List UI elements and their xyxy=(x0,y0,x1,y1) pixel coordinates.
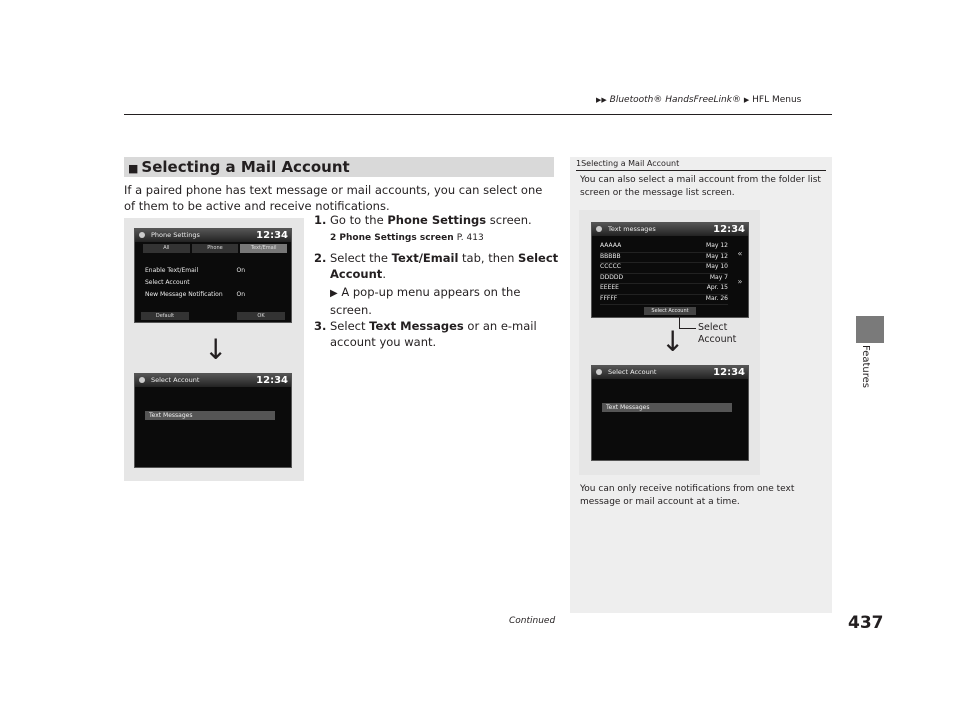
message-list xyxy=(600,242,728,305)
select-account-screen: Select Account 12:34 Text Messages xyxy=(591,365,749,461)
page-number: 437 xyxy=(848,613,884,633)
substep: ▶ A pop-up menu appears on the screen. xyxy=(330,285,521,317)
scroll-down-icon[interactable]: » xyxy=(737,277,743,286)
default-button[interactable]: Default xyxy=(141,312,189,320)
list-item[interactable]: AAAAA May 12 xyxy=(600,242,728,253)
step-1: 1. Go to the Phone Settings screen. xyxy=(314,213,532,227)
setting-row[interactable]: New Message Notification On xyxy=(145,291,245,298)
clock: 12:34 xyxy=(713,224,745,235)
text-messages-item[interactable]: Text Messages xyxy=(145,411,275,420)
clock: 12:34 xyxy=(256,375,288,386)
screen-title: Phone Settings xyxy=(151,231,200,239)
breadcrumb-item-1: Bluetooth® HandsFreeLink® xyxy=(609,95,741,105)
steps-list xyxy=(314,212,559,352)
list-item[interactable]: BBBBB May 12 xyxy=(600,253,728,264)
select-account-screen: Select Account 12:34 Text Messages xyxy=(134,373,292,468)
intro-text: If a paired phone has text message or mail accounts, you can select one of them to be active and receive notifications. xyxy=(124,183,543,213)
step-2: 2. Select the Text/Email tab, then Select Account. xyxy=(314,251,559,281)
ok-button[interactable]: OK xyxy=(237,312,285,320)
breadcrumb xyxy=(596,95,801,105)
result-arrow-icon: ▶ xyxy=(330,288,338,299)
cross-reference[interactable]: 2 Phone Settings screen P. 413 xyxy=(330,233,484,243)
square-icon: ■ xyxy=(128,162,139,175)
list-item[interactable]: FFFFF Mar. 26 xyxy=(600,295,728,306)
tabs xyxy=(143,244,287,253)
screen-buttons xyxy=(141,312,285,320)
scroll-controls xyxy=(735,240,745,296)
setting-row[interactable]: Enable Text/Email On xyxy=(145,267,245,274)
figure-panel xyxy=(124,218,304,481)
arrow-icon: ▶▶ xyxy=(596,96,607,104)
phone-settings-screen xyxy=(134,228,292,323)
down-arrow-icon: ↓ xyxy=(661,325,685,358)
tab-phone[interactable]: Phone xyxy=(192,244,239,253)
callout-line xyxy=(679,316,696,329)
breadcrumb-item-2: HFL Menus xyxy=(752,95,802,105)
section-heading xyxy=(124,157,554,177)
tab-text-email[interactable]: Text/Email xyxy=(240,244,287,253)
xref-icon: 2 xyxy=(330,233,337,243)
home-icon xyxy=(596,369,602,375)
note-text-2: You can only receive notifications from one text message or mail account at a time. xyxy=(580,484,795,507)
step-3: 3. Select Text Messages or an e-mail account you want. xyxy=(314,319,537,349)
list-item[interactable]: DDDDD May 7 xyxy=(600,274,728,285)
note-icon: 1 xyxy=(576,159,582,168)
header-rule xyxy=(124,114,832,115)
note-heading: 1Selecting a Mail Account xyxy=(576,159,680,168)
section-title: Selecting a Mail Account xyxy=(141,158,350,176)
scroll-up-icon[interactable]: « xyxy=(737,249,743,258)
side-tab-marker xyxy=(856,316,884,343)
clock: 12:34 xyxy=(713,367,745,378)
side-tab-label: Features xyxy=(860,345,871,388)
setting-row[interactable]: Select Account xyxy=(145,279,190,286)
text-messages-screen: Text messages 12:34 AAAAA May 12 BBBBB May 12 CCCCC May 10 DDDDD May 7 EEEEE Apr. 15 FFFFF Mar. 26 « » Select Account xyxy=(591,222,749,318)
select-account-button[interactable]: Select Account xyxy=(644,307,696,315)
down-arrow-icon: ↓ xyxy=(204,333,228,366)
note-rule xyxy=(576,170,826,171)
continued-label: Continued xyxy=(509,616,556,626)
list-item[interactable]: CCCCC May 10 xyxy=(600,263,728,274)
clock: 12:34 xyxy=(256,230,288,241)
select-account-callout: Select Account xyxy=(698,322,737,345)
note-text: You can also select a mail account from the folder list screen or the message list screen. xyxy=(580,175,821,198)
home-icon xyxy=(139,377,145,383)
phone-icon xyxy=(596,226,602,232)
text-messages-item[interactable]: Text Messages xyxy=(602,403,732,412)
tab-all[interactable]: All xyxy=(143,244,190,253)
arrow-icon: ▶ xyxy=(743,96,750,104)
home-icon xyxy=(139,232,145,238)
list-item[interactable]: EEEEE Apr. 15 xyxy=(600,284,728,295)
